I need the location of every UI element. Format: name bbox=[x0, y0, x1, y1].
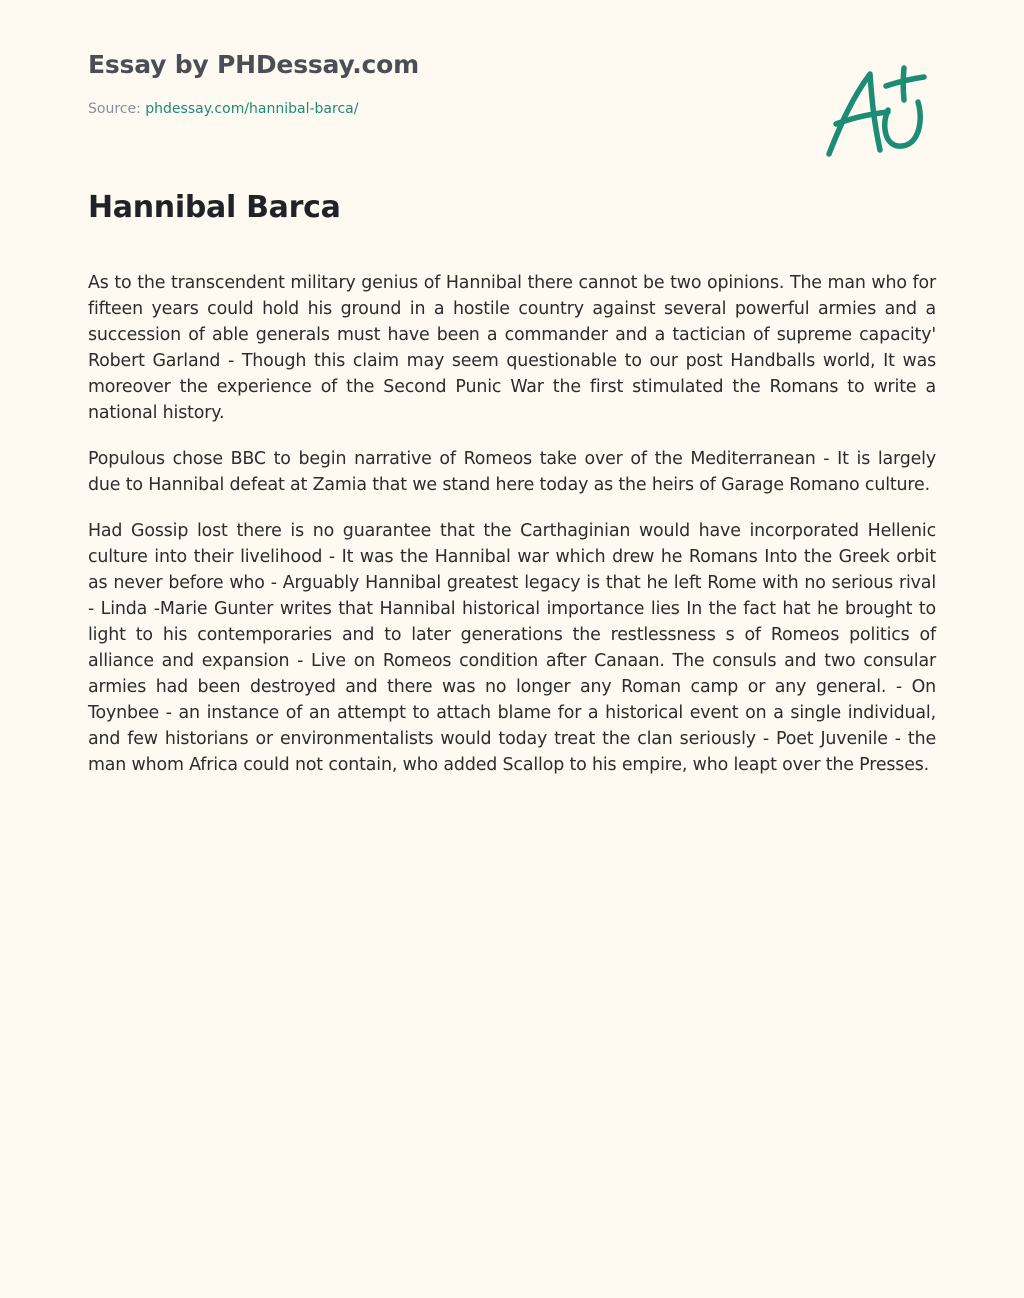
essay-title: Hannibal Barca bbox=[88, 190, 341, 225]
source-line bbox=[88, 101, 358, 117]
essay-paragraph: Populous chose BBC to begin narrative of Romeos take over of the Mediterranean - It is largely due to Hannibal defeat at Zamia that we stand here today as the heirs of Garage Romano culture. bbox=[88, 449, 936, 495]
essay-body bbox=[88, 270, 936, 798]
source-label: Source: bbox=[88, 101, 146, 117]
essay-paragraph: As to the transcendent military genius of Hannibal there cannot be two opinions. The man who for fifteen years could hold his ground in a hostile country against several powerful armies and a succession of able generals must have been a commander and a tactician of supreme capacity' Robert Garland - Though this claim may seem questionable to our post Handballs world, It was moreover the experience of the Second Punic War the first stimulated the Romans to write a national history. bbox=[88, 273, 936, 423]
site-brand: Essay by PHDessay.com bbox=[88, 50, 419, 79]
a-plus-grade-icon bbox=[822, 60, 932, 162]
essay-paragraph: Had Gossip lost there is no guarantee that the Carthaginian would have incorporated Hellenic culture into their livelihood - It was the Hannibal war which drew he Romans Into the Greek orbit as never before who - Arguably Hannibal greatest legacy is that he left Rome with no serious rival - Linda -Marie Gunter writes that Hannibal historical importance lies In the fact hat he brought to light to his contemporaries and to later generations the restlessness s of Romeos politics of alliance and expansion - Live on Romeos condition after Canaan. The consuls and two consular armies had been destroyed and there was no longer any Roman camp or any general. - On Toynbee - an instance of an attempt to attach blame for a historical event on a single individual, and few historians or environmentalists would today treat the clan seriously - Poet Juvenile - the man whom Africa could not contain, who added Scallop to his empire, who leapt over the Presses. bbox=[88, 521, 936, 775]
source-link[interactable]: phdessay.com/hannibal-barca/ bbox=[145, 101, 359, 117]
